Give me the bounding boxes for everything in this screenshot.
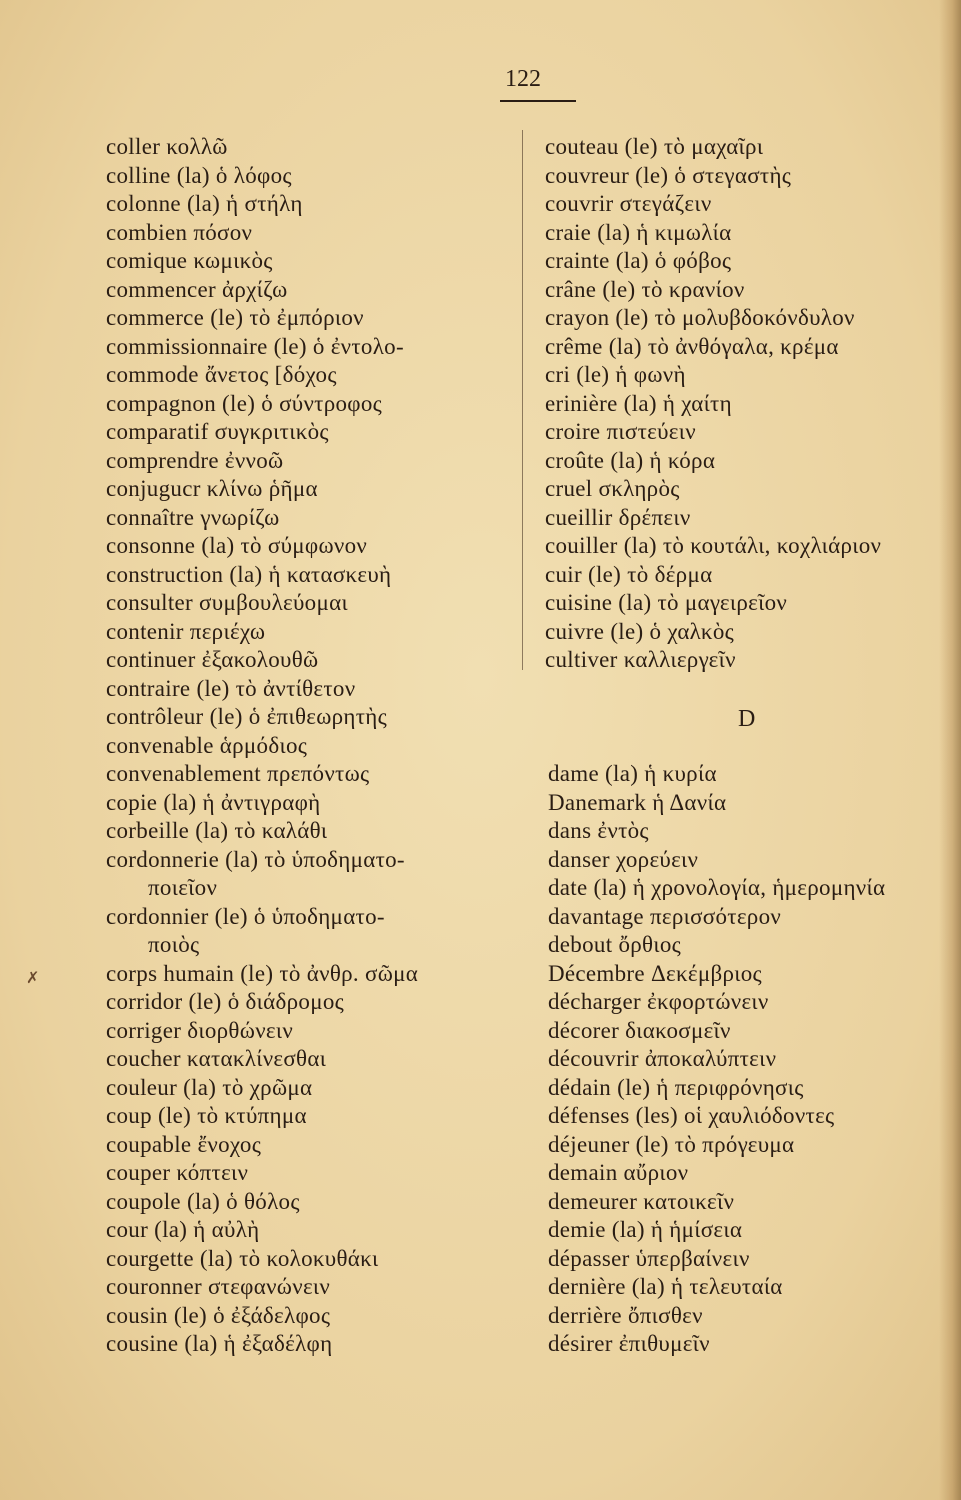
- entry: demie (la) ἡ ἡμίσεια: [548, 1217, 743, 1242]
- right-column-c: [545, 133, 945, 675]
- entry: cousin (le) ὁ ἐξάδελφος: [106, 1302, 331, 1328]
- entry: courgette (la) τὸ κολοκυθάκι: [106, 1245, 379, 1271]
- entry: contraire (le) τὸ ἀντίθετον: [106, 675, 356, 701]
- entry: crainte (la) ὁ φόβος: [545, 248, 732, 273]
- entry: date (la) ἡ χρονολογία, ἡμερομηνία: [548, 875, 886, 900]
- page-number: 122: [505, 66, 541, 92]
- entry: corridor (le) ὁ διάδρομος: [106, 989, 345, 1014]
- entry: copie (la) ἡ ἀντιγραφὴ: [106, 789, 321, 815]
- entry: commissionnaire (le) ὁ ἐντολο-: [106, 333, 404, 359]
- entry: coucher κατακλίνεσθαι: [106, 1046, 327, 1071]
- entry: consulter συμβουλεύομαι: [106, 590, 348, 615]
- entry: colline (la) ὁ λόφος: [106, 162, 292, 188]
- entry: coller κολλῶ: [106, 134, 228, 159]
- entry: craie (la) ἡ κιμωλία: [545, 219, 732, 245]
- entry: demeurer κατοικεῖν: [548, 1188, 735, 1214]
- entry: connaître γνωρίζω: [106, 504, 280, 530]
- entry: coup (le) τὸ κτύπημα: [106, 1103, 307, 1128]
- entry: convenablement πρεπόντως: [106, 761, 370, 786]
- entry: couteau (le) τὸ μαχαῖρι: [545, 134, 764, 159]
- entry: couiller (la) τὸ κουτάλι, κοχλιάριον: [545, 533, 882, 558]
- entry: erinière (la) ἡ χαίτη: [545, 390, 732, 416]
- entry: corps humain (le) τὸ ἀνθρ. σῶμα: [106, 960, 419, 986]
- entry: commerce (le) τὸ ἐμπόριον: [106, 305, 364, 330]
- entry: croire πιστεύειν: [545, 419, 696, 444]
- entry: contenir περιέχω: [106, 618, 266, 644]
- entry: couvreur (le) ὁ στεγαστὴς: [545, 162, 792, 188]
- entry: Décembre Δεκέμβριος: [548, 960, 762, 986]
- entry: comparatif συγκριτικὸς: [106, 419, 329, 444]
- entry: corriger διορθώνειν: [106, 1017, 294, 1043]
- entry: danser χορεύειν: [548, 846, 699, 872]
- entry: dernière (la) ἡ τελευταία: [548, 1274, 783, 1299]
- entry: consonne (la) τὸ σύμφωνον: [106, 533, 368, 558]
- entry: crayon (le) τὸ μολυβδοκόνδυλον: [545, 305, 855, 330]
- entry: cultiver καλλιεργεῖν: [545, 647, 736, 672]
- entry: cordonnier (le) ὁ ὑποδηματο-: [106, 903, 385, 929]
- right-column-d: [548, 760, 948, 1359]
- column-divider: [522, 130, 523, 670]
- entry: cruel σκληρὸς: [545, 476, 680, 501]
- entry: continuer ἐξακολουθῶ: [106, 647, 319, 672]
- entry-continuation: ποιεῖον: [148, 875, 218, 900]
- entry: corbeille (la) τὸ καλάθι: [106, 818, 328, 843]
- stray-mark-icon: ✗: [26, 968, 40, 987]
- entry: commencer ἀρχίζω: [106, 276, 288, 302]
- entry: construction (la) ἡ κατασκευὴ: [106, 561, 392, 587]
- entry: cour (la) ἡ αὐλὴ: [106, 1217, 260, 1242]
- entry: dédain (le) ἡ περιφρόνησις: [548, 1074, 804, 1100]
- entry: commode ἄνετος [δόχος: [106, 362, 337, 387]
- entry: couleur (la) τὸ χρῶμα: [106, 1074, 313, 1100]
- entry: découvrir ἀποκαλύπτειν: [548, 1046, 777, 1071]
- entry: déjeuner (le) τὸ πρόγευμα: [548, 1131, 795, 1157]
- entry: cueillir δρέπειν: [545, 504, 691, 530]
- entry: crâne (le) τὸ κρανίον: [545, 276, 745, 302]
- entry: colonne (la) ἡ στήλη: [106, 191, 303, 216]
- entry: conjugucr κλίνω ῥῆμα: [106, 476, 318, 501]
- entry: cuisine (la) τὸ μαγειρεῖον: [545, 590, 788, 615]
- entry: debout ὄρθιος: [548, 932, 682, 957]
- entry: combien πόσον: [106, 219, 253, 245]
- entry: couper κόπτειν: [106, 1160, 249, 1185]
- entry: dame (la) ἡ κυρία: [548, 761, 717, 786]
- page-number-rule: [500, 100, 576, 102]
- entry: Danemark ἡ Δανία: [548, 789, 727, 815]
- entry: comique κωμικὸς: [106, 248, 273, 273]
- entry: dans ἐντὸς: [548, 818, 649, 843]
- entry: couronner στεφανώνειν: [106, 1274, 331, 1299]
- entry: comprendre ἐννοῶ: [106, 447, 284, 473]
- entry: cousine (la) ἡ ἐξαδέλφη: [106, 1331, 333, 1356]
- entry: défenses (les) οἱ χαυλιόδοντες: [548, 1103, 835, 1128]
- entry: croûte (la) ἡ κόρα: [545, 447, 716, 473]
- entry: compagnon (le) ὁ σύντροφος: [106, 390, 383, 416]
- entry: derrière ὄπισθεν: [548, 1302, 703, 1328]
- entry: convenable ἁρμόδιος: [106, 732, 308, 758]
- left-column: [106, 133, 514, 1359]
- entry: décorer διακοσμεῖν: [548, 1017, 731, 1043]
- entry: cri (le) ἡ φωνὴ: [545, 362, 686, 387]
- section-letter-d: D: [738, 706, 756, 732]
- entry: coupable ἔνοχος: [106, 1131, 262, 1157]
- entry: désirer ἐπιθυμεῖν: [548, 1331, 710, 1356]
- entry: cuir (le) τὸ δέρμα: [545, 561, 713, 587]
- entry: couvrir στεγάζειν: [545, 191, 712, 216]
- entry: demain αὔριον: [548, 1160, 689, 1185]
- entry: dépasser ὑπερβαίνειν: [548, 1245, 750, 1271]
- entry: cuivre (le) ὁ χαλκὸς: [545, 618, 735, 644]
- entry-continuation: ποιὸς: [148, 932, 200, 957]
- entry: coupole (la) ὁ θόλος: [106, 1188, 300, 1214]
- entry: davantage περισσότερον: [548, 903, 782, 929]
- entry: contrôleur (le) ὁ ἐπιθεωρητὴς: [106, 704, 388, 729]
- entry: cordonnerie (la) τὸ ὑποδηματο-: [106, 846, 405, 872]
- entry: crême (la) τὸ ἀνθόγαλα, κρέμα: [545, 333, 839, 359]
- entry: décharger ἐκφορτώνειν: [548, 989, 769, 1014]
